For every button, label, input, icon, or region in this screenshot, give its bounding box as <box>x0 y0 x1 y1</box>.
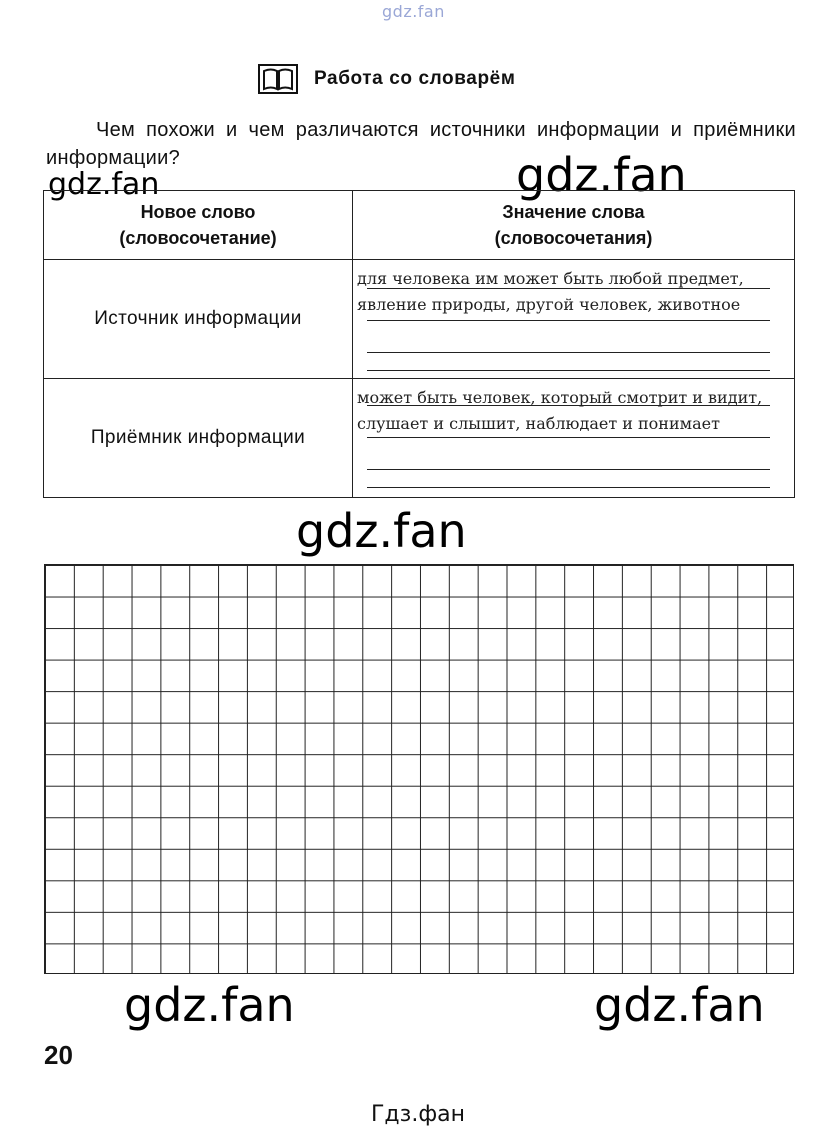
dictionary-table <box>43 190 795 498</box>
table-row <box>44 379 795 498</box>
watermark: gdz.fan <box>296 504 467 558</box>
meaning-cell <box>353 260 795 379</box>
meaning-cell <box>353 379 795 498</box>
watermark: gdz.fan <box>124 978 295 1032</box>
header-meaning-label: Значение слова (словосочетания) <box>494 202 653 248</box>
section-heading <box>258 62 515 96</box>
table-row <box>44 260 795 379</box>
watermark: gdz.fan <box>594 978 765 1032</box>
watermark-top: gdz.fan <box>382 2 445 21</box>
open-book-icon <box>258 64 298 94</box>
handwritten-answer: может быть человек, который смотрит и видит, слушает и слышит, наблюдает и понимает <box>357 388 763 433</box>
squared-grid <box>44 564 794 974</box>
page-number: 20 <box>44 1040 73 1070</box>
handwritten-answer: для человека им может быть любой предмет, явление природы, другой человек, животное <box>357 269 744 314</box>
watermark: gdz.fan <box>516 148 687 202</box>
header-new-word-label: Новое слово (словосочетание) <box>119 202 277 248</box>
watermark: gdz.fan <box>48 167 160 202</box>
term-cell: Источник информации <box>44 260 353 379</box>
question-text: Чем похожи и чем различаются источники информации и приёмники информации? <box>46 119 796 169</box>
heading-title: Работа со словарём <box>314 68 516 89</box>
footer-caption: Гдз.фан <box>371 1102 465 1127</box>
term-cell: Приёмник информации <box>44 379 353 498</box>
header-new-word <box>44 191 353 260</box>
header-meaning <box>353 191 795 260</box>
table-header-row <box>44 191 795 260</box>
